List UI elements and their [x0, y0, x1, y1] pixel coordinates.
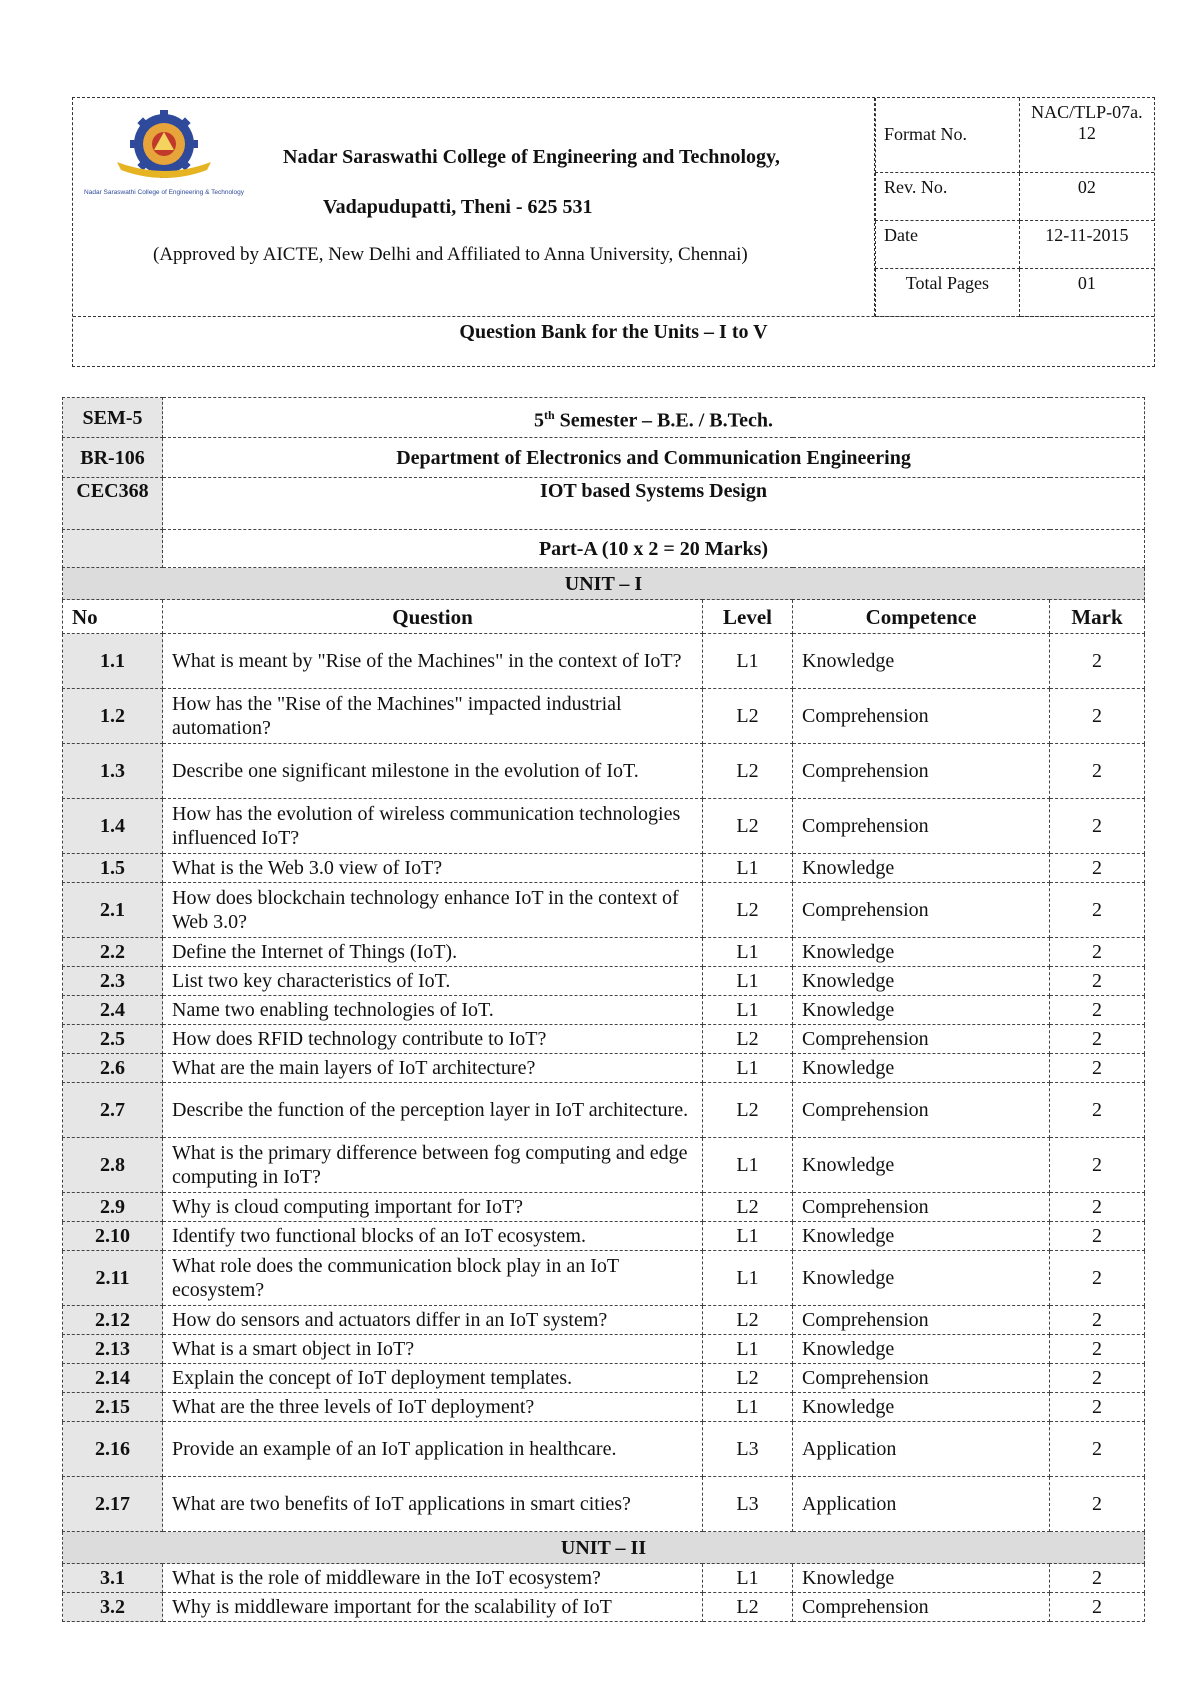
question-row	[63, 1335, 1145, 1364]
column-header-question: Question	[163, 600, 703, 634]
question-number: 2.1	[63, 883, 163, 938]
question-competence: Comprehension	[793, 1306, 1050, 1335]
question-row	[63, 1593, 1145, 1622]
question-text: What is meant by "Rise of the Machines" in the context of IoT?	[163, 634, 703, 689]
question-competence: Comprehension	[793, 689, 1050, 744]
question-bank-title: Question Bank for the Units – I to V	[73, 316, 1154, 366]
question-text: How do sensors and actuators differ in an IoT system?	[163, 1306, 703, 1335]
question-text: How has the "Rise of the Machines" impacted industrial automation?	[163, 689, 703, 744]
question-text: Why is middleware important for the scalability of IoT	[163, 1593, 703, 1622]
question-level: L2	[703, 799, 793, 854]
question-text: What is a smart object in IoT?	[163, 1335, 703, 1364]
question-number: 2.8	[63, 1138, 163, 1193]
course-code: CEC368	[63, 478, 163, 530]
college-info	[73, 98, 875, 316]
meta-value: 12-11-2015	[1019, 220, 1154, 268]
question-mark: 2	[1050, 1306, 1145, 1335]
column-header-competence: Competence	[793, 600, 1050, 634]
question-competence: Knowledge	[793, 1564, 1050, 1593]
question-mark: 2	[1050, 1222, 1145, 1251]
question-row	[63, 1306, 1145, 1335]
question-text: What is the Web 3.0 view of IoT?	[163, 854, 703, 883]
question-number: 2.17	[63, 1477, 163, 1532]
question-competence: Application	[793, 1477, 1050, 1532]
question-level: L2	[703, 1306, 793, 1335]
question-text: Define the Internet of Things (IoT).	[163, 938, 703, 967]
question-competence: Knowledge	[793, 1138, 1050, 1193]
question-number: 2.3	[63, 967, 163, 996]
question-level: L1	[703, 1222, 793, 1251]
question-number: 2.2	[63, 938, 163, 967]
question-competence: Knowledge	[793, 1335, 1050, 1364]
question-row	[63, 1422, 1145, 1477]
question-competence: Knowledge	[793, 938, 1050, 967]
question-number: 2.7	[63, 1083, 163, 1138]
question-mark: 2	[1050, 1251, 1145, 1306]
question-row	[63, 1138, 1145, 1193]
question-mark: 2	[1050, 883, 1145, 938]
question-mark: 2	[1050, 744, 1145, 799]
question-level: L2	[703, 1083, 793, 1138]
question-text: How does blockchain technology enhance IoT in the context of Web 3.0?	[163, 883, 703, 938]
question-number: 2.11	[63, 1251, 163, 1306]
semester-number: 5	[534, 409, 544, 432]
question-row	[63, 1564, 1145, 1593]
college-address: Vadapudupatti, Theni - 625 531	[323, 196, 593, 218]
question-number: 3.2	[63, 1593, 163, 1622]
part-heading: Part-A (10 x 2 = 20 Marks)	[163, 530, 1145, 568]
question-row	[63, 689, 1145, 744]
question-competence: Knowledge	[793, 854, 1050, 883]
question-number: 1.4	[63, 799, 163, 854]
question-number: 2.14	[63, 1364, 163, 1393]
question-row	[63, 799, 1145, 854]
question-row	[63, 967, 1145, 996]
semester-text: Semester – B.E. / B.Tech.	[554, 409, 774, 432]
question-mark: 2	[1050, 1025, 1145, 1054]
question-level: L1	[703, 1564, 793, 1593]
meta-label: Rev. No.	[876, 172, 1020, 220]
unit-title: UNIT – II	[63, 1532, 1145, 1564]
question-level: L1	[703, 1251, 793, 1306]
question-competence: Application	[793, 1422, 1050, 1477]
question-competence: Comprehension	[793, 1364, 1050, 1393]
college-name: Nadar Saraswathi College of Engineering and Technology,	[283, 146, 780, 168]
question-mark: 2	[1050, 799, 1145, 854]
branch-code: BR-106	[63, 438, 163, 478]
question-number: 2.15	[63, 1393, 163, 1422]
question-level: L2	[703, 1193, 793, 1222]
question-mark: 2	[1050, 938, 1145, 967]
question-level: L1	[703, 634, 793, 689]
question-number: 2.4	[63, 996, 163, 1025]
question-mark: 2	[1050, 1083, 1145, 1138]
question-competence: Knowledge	[793, 1251, 1050, 1306]
question-table	[62, 397, 1145, 1622]
question-text: Why is cloud computing important for IoT?	[163, 1193, 703, 1222]
question-competence: Comprehension	[793, 1083, 1050, 1138]
question-level: L2	[703, 689, 793, 744]
question-text: What is the primary difference between fog computing and edge computing in IoT?	[163, 1138, 703, 1193]
question-row	[63, 1083, 1145, 1138]
question-number: 1.5	[63, 854, 163, 883]
question-number: 1.1	[63, 634, 163, 689]
question-text: What are two benefits of IoT applications in smart cities?	[163, 1477, 703, 1532]
column-header-level: Level	[703, 600, 793, 634]
question-row	[63, 1054, 1145, 1083]
column-header-row	[63, 600, 1145, 634]
question-row	[63, 883, 1145, 938]
question-competence: Knowledge	[793, 634, 1050, 689]
question-competence: Knowledge	[793, 1222, 1050, 1251]
question-row	[63, 996, 1145, 1025]
question-level: L1	[703, 854, 793, 883]
question-number: 2.5	[63, 1025, 163, 1054]
question-text: Name two enabling technologies of IoT.	[163, 996, 703, 1025]
question-text: Explain the concept of IoT deployment templates.	[163, 1364, 703, 1393]
question-mark: 2	[1050, 1054, 1145, 1083]
meta-label: Total Pages	[876, 268, 1020, 316]
question-level: L3	[703, 1477, 793, 1532]
unit-heading-row	[63, 568, 1145, 600]
question-level: L1	[703, 1393, 793, 1422]
question-mark: 2	[1050, 1335, 1145, 1364]
question-mark: 2	[1050, 996, 1145, 1025]
question-level: L1	[703, 1335, 793, 1364]
question-level: L1	[703, 938, 793, 967]
question-level: L1	[703, 996, 793, 1025]
course-name: IOT based Systems Design	[163, 478, 1145, 530]
question-level: L2	[703, 1025, 793, 1054]
approval-text: (Approved by AICTE, New Delhi and Affiliated to Anna University, Chennai)	[153, 244, 748, 265]
question-level: L2	[703, 883, 793, 938]
question-competence: Knowledge	[793, 996, 1050, 1025]
college-logo	[84, 110, 244, 200]
question-level: L2	[703, 1364, 793, 1393]
unit-heading-row	[63, 1532, 1145, 1564]
semester-title	[163, 398, 1145, 438]
question-competence: Knowledge	[793, 967, 1050, 996]
question-competence: Knowledge	[793, 1393, 1050, 1422]
question-number: 1.3	[63, 744, 163, 799]
question-row	[63, 854, 1145, 883]
meta-value: 02	[1019, 172, 1154, 220]
question-level: L2	[703, 744, 793, 799]
logo-caption: Nadar Saraswathi College of Engineering & Technology	[84, 189, 244, 196]
question-text: How does RFID technology contribute to IoT?	[163, 1025, 703, 1054]
question-text: Describe one significant milestone in the evolution of IoT.	[163, 744, 703, 799]
question-mark: 2	[1050, 854, 1145, 883]
question-row	[63, 1251, 1145, 1306]
question-number: 1.2	[63, 689, 163, 744]
column-header-mark: Mark	[1050, 600, 1145, 634]
question-row	[63, 1222, 1145, 1251]
meta-value: NAC/TLP-07a.12	[1019, 98, 1154, 172]
semester-code: SEM-5	[63, 398, 163, 438]
unit-title: UNIT – I	[63, 568, 1145, 600]
question-level: L1	[703, 1138, 793, 1193]
part-code-cell	[63, 530, 163, 568]
question-level: L2	[703, 1593, 793, 1622]
question-text: Provide an example of an IoT application in healthcare.	[163, 1422, 703, 1477]
question-row	[63, 1193, 1145, 1222]
question-row	[63, 1025, 1145, 1054]
question-row	[63, 1477, 1145, 1532]
question-competence: Comprehension	[793, 744, 1050, 799]
question-number: 2.9	[63, 1193, 163, 1222]
question-text: How has the evolution of wireless communication technologies influenced IoT?	[163, 799, 703, 854]
question-mark: 2	[1050, 1477, 1145, 1532]
question-mark: 2	[1050, 1393, 1145, 1422]
question-mark: 2	[1050, 634, 1145, 689]
question-number: 2.10	[63, 1222, 163, 1251]
meta-value: 01	[1019, 268, 1154, 316]
gear-emblem-icon	[117, 110, 211, 178]
question-row	[63, 744, 1145, 799]
question-text: What is the role of middleware in the IoT ecosystem?	[163, 1564, 703, 1593]
question-competence: Comprehension	[793, 799, 1050, 854]
question-text: List two key characteristics of IoT.	[163, 967, 703, 996]
question-level: L1	[703, 1054, 793, 1083]
question-row	[63, 1393, 1145, 1422]
question-number: 2.12	[63, 1306, 163, 1335]
question-competence: Comprehension	[793, 1193, 1050, 1222]
question-competence: Comprehension	[793, 883, 1050, 938]
meta-label: Format No.	[876, 98, 1020, 172]
question-level: L1	[703, 967, 793, 996]
column-header-no: No	[63, 600, 163, 634]
semester-suffix: th	[544, 407, 555, 422]
question-number: 2.6	[63, 1054, 163, 1083]
question-row	[63, 938, 1145, 967]
question-text: Describe the function of the perception layer in IoT architecture.	[163, 1083, 703, 1138]
question-number: 3.1	[63, 1564, 163, 1593]
question-competence: Knowledge	[793, 1054, 1050, 1083]
document-header	[72, 97, 1155, 367]
question-row	[63, 634, 1145, 689]
question-mark: 2	[1050, 1364, 1145, 1393]
question-mark: 2	[1050, 1193, 1145, 1222]
question-number: 2.16	[63, 1422, 163, 1477]
question-text: Identify two functional blocks of an IoT ecosystem.	[163, 1222, 703, 1251]
question-mark: 2	[1050, 967, 1145, 996]
department-name: Department of Electronics and Communication Engineering	[163, 438, 1145, 478]
question-competence: Comprehension	[793, 1593, 1050, 1622]
format-meta-table	[875, 98, 1154, 317]
question-competence: Comprehension	[793, 1025, 1050, 1054]
question-number: 2.13	[63, 1335, 163, 1364]
question-mark: 2	[1050, 1593, 1145, 1622]
question-mark: 2	[1050, 1138, 1145, 1193]
question-text: What are the three levels of IoT deployment?	[163, 1393, 703, 1422]
meta-label: Date	[876, 220, 1020, 268]
question-mark: 2	[1050, 1564, 1145, 1593]
question-level: L3	[703, 1422, 793, 1477]
question-mark: 2	[1050, 689, 1145, 744]
question-row	[63, 1364, 1145, 1393]
question-text: What role does the communication block play in an IoT ecosystem?	[163, 1251, 703, 1306]
question-mark: 2	[1050, 1422, 1145, 1477]
question-text: What are the main layers of IoT architecture?	[163, 1054, 703, 1083]
